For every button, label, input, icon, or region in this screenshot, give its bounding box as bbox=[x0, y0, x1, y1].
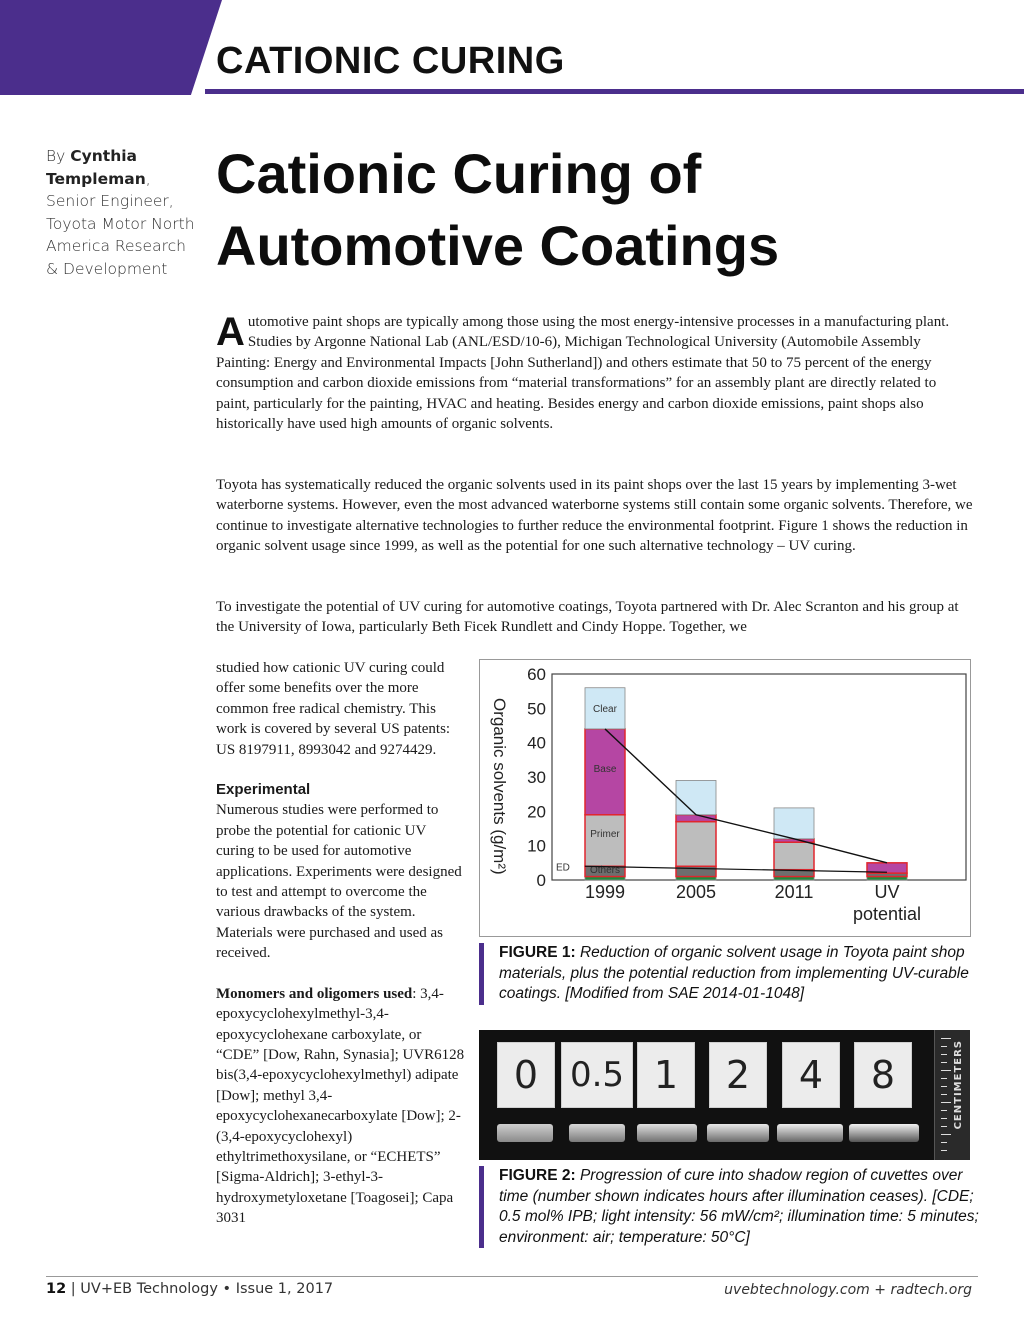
paragraph-toyota: Toyota has systematically reduced the organic solvents used in its paint shops over the last 15 years by implementing 3-wet waterborne systems. However, even the most advanced waterborne systems still contain some organic solvents. Therefore, we continue to investigate alternative technologies to further reduce the environmental footprint. Figure 1 shows the reduction in organic solvent usage since 1999, as well as the potential for one such alternative technology – UV curing. bbox=[216, 477, 973, 555]
figure-2-photo bbox=[479, 1030, 970, 1160]
y-tick-label: 30 bbox=[527, 768, 546, 787]
x-category-label: potential bbox=[852, 904, 922, 924]
trend-line bbox=[605, 729, 887, 863]
cuvette-sample-0-5 bbox=[569, 1124, 625, 1142]
footer-publication: 12 | UV+EB Technology • Issue 1, 2017 bbox=[46, 1281, 334, 1297]
x-category-label: 2011 bbox=[774, 882, 814, 902]
y-tick-label: 50 bbox=[527, 699, 546, 719]
article-title bbox=[216, 138, 779, 282]
narrow-column bbox=[216, 658, 466, 1229]
title-line-1: Cationic Curing of bbox=[216, 142, 702, 205]
monomers-text: 3,4-epoxycyclohexylmethyl-3,4-epoxycyclohexane carboxylate, or “CDE” [Dow, Rahn, Synasia]; UVR6128 bis(3,4-epoxycyclohexylmethyl) adipate [Dow]; methyl 3,4-epoxycyclohexanecarboxylate [Dow]; 2-(3,4-epoxycyclohexyl) ethyltrimethoxysilane, or “ECHETS” [Sigma-Aldrich]; 3-ethyl-3-hydroxymetyloxetane [Toagosei]; Capa 3031 bbox=[216, 985, 465, 1227]
experimental-text: Numerous studies were performed to probe the potential for cationic UV curing to be used for automotive applications. Experiments were designed to test and attempt to overcome the various drawbacks of the system. Materials were purchased and used as received. bbox=[216, 802, 462, 962]
centimeter-ruler bbox=[934, 1030, 970, 1160]
figure-2-caption bbox=[479, 1166, 989, 1248]
ed-label: ED bbox=[556, 862, 570, 874]
bar-clear-2 bbox=[774, 808, 814, 839]
x-category-label: 1999 bbox=[584, 882, 626, 902]
byline bbox=[46, 145, 196, 280]
figure-1-caption bbox=[479, 943, 989, 1005]
bar-primer-2 bbox=[774, 842, 814, 869]
figure-1-label: FIGURE 1: bbox=[499, 944, 576, 961]
x-category-label: UV bbox=[874, 882, 900, 902]
solvent-chart-svg bbox=[480, 660, 970, 936]
cuvette-sample-0 bbox=[497, 1124, 553, 1142]
ruler-label: CENTIMETERS bbox=[953, 1040, 964, 1130]
hour-label-2: 2 bbox=[709, 1042, 767, 1108]
y-tick-label: 10 bbox=[527, 836, 546, 856]
y-tick-label: 60 bbox=[527, 665, 546, 684]
paragraph-investigate-cont: studied how cationic UV curing could offer some benefits over the more common free radical chemistry. This work is covered by several US patents: US 8197911, 8993042 and 9274429. bbox=[216, 660, 451, 758]
hour-label-1: 1 bbox=[637, 1042, 695, 1108]
hour-label-0: 0 bbox=[497, 1042, 555, 1108]
footer-rule bbox=[46, 1276, 978, 1277]
cuvette-sample-4 bbox=[777, 1124, 843, 1142]
bar-primer-1 bbox=[676, 822, 716, 867]
header-rule bbox=[205, 89, 1024, 94]
monomers-colon: : bbox=[412, 985, 417, 1002]
segment-label-others: Others bbox=[589, 865, 621, 876]
y-axis-label: Organic solvents (g/m²) bbox=[490, 698, 509, 875]
y-tick-label: 20 bbox=[527, 802, 546, 822]
y-tick-label: 0 bbox=[536, 871, 546, 890]
author-role: , Senior Engineer, Toyota Motor North America Research & Development bbox=[46, 169, 195, 278]
figure-2-label: FIGURE 2: bbox=[499, 1167, 576, 1184]
title-line-2: Automotive Coatings bbox=[216, 214, 780, 277]
segment-label-clear: Clear bbox=[593, 704, 617, 715]
drop-cap: A bbox=[216, 310, 245, 354]
header-accent-tab bbox=[0, 0, 222, 95]
byline-prefix: By bbox=[46, 147, 66, 165]
monomers-heading: Monomers and oligomers used bbox=[216, 985, 413, 1002]
paragraph-intro-text: utomotive paint shops are typically among those using the most energy-intensive processes in a manufacturing plant. Studies by Argonne National Lab (ANL/ESD/10-6), Michigan Technological University (Automobile Assembly Painting: Energy and Environmental Impacts [John Sutherland]) and others estimate that 50 to 75 percent of the energy consumption and carbon dioxide emissions from “material transformations” for an assembly plant are directly related to paint, particularly for the painting, HVAC and heating. Besides energy and carbon dioxide emissions, paint shops also historically have used high amounts of organic solvents. bbox=[216, 314, 950, 433]
bar-primer-0 bbox=[585, 815, 625, 867]
cuvette-sample-8 bbox=[849, 1124, 919, 1142]
cuvette-sample-2 bbox=[707, 1124, 769, 1142]
figure-1-caption-text: Reduction of organic solvent usage in Toyota paint shop materials, plus the potential reduction from implementing UV-curable coatings. [Modified from SAE 2014-01-1048] bbox=[499, 944, 969, 1002]
cuvette-sample-1 bbox=[637, 1124, 697, 1142]
segment-label-primer: Primer bbox=[590, 829, 620, 840]
ed-line bbox=[585, 866, 887, 872]
page-number: 12 bbox=[46, 1281, 67, 1297]
figure-1-chart bbox=[479, 659, 971, 937]
paragraph-intro bbox=[216, 312, 973, 434]
x-category-label: 2005 bbox=[675, 882, 717, 902]
bar-clear-1 bbox=[676, 780, 716, 814]
section-title: CATIONIC CURING bbox=[216, 40, 565, 82]
figure-2-caption-text: Progression of cure into shadow region of cuvettes over time (number shown indicates hours after illumination ceases). [CDE; 0.5 mol% IPB; light intensity: 56 mW/cm²; illumination time: 5 minutes; environment: air; temperature: 50°C] bbox=[499, 1167, 979, 1246]
footer-websites: uvebtechnology.com + radtech.org bbox=[724, 1282, 972, 1298]
hour-label-8: 8 bbox=[854, 1042, 912, 1108]
author-name: Cynthia Templeman bbox=[46, 147, 146, 188]
segment-label-base: Base bbox=[593, 764, 617, 775]
y-tick-label: 40 bbox=[527, 733, 546, 753]
hour-label-0-5: 0.5 bbox=[561, 1042, 633, 1108]
hour-label-4: 4 bbox=[782, 1042, 840, 1108]
publication-issue: UV+EB Technology • Issue 1, 2017 bbox=[80, 1281, 334, 1297]
paragraph-investigate: To investigate the potential of UV curing for automotive coatings, Toyota partnered with Dr. Alec Scranton and his group at the University of Iowa, particularly Beth Ficek Rundlett and Cindy Hoppe. Together, we bbox=[216, 599, 959, 636]
experimental-heading: Experimental bbox=[216, 781, 311, 799]
monomers-paragraph bbox=[216, 984, 466, 1229]
